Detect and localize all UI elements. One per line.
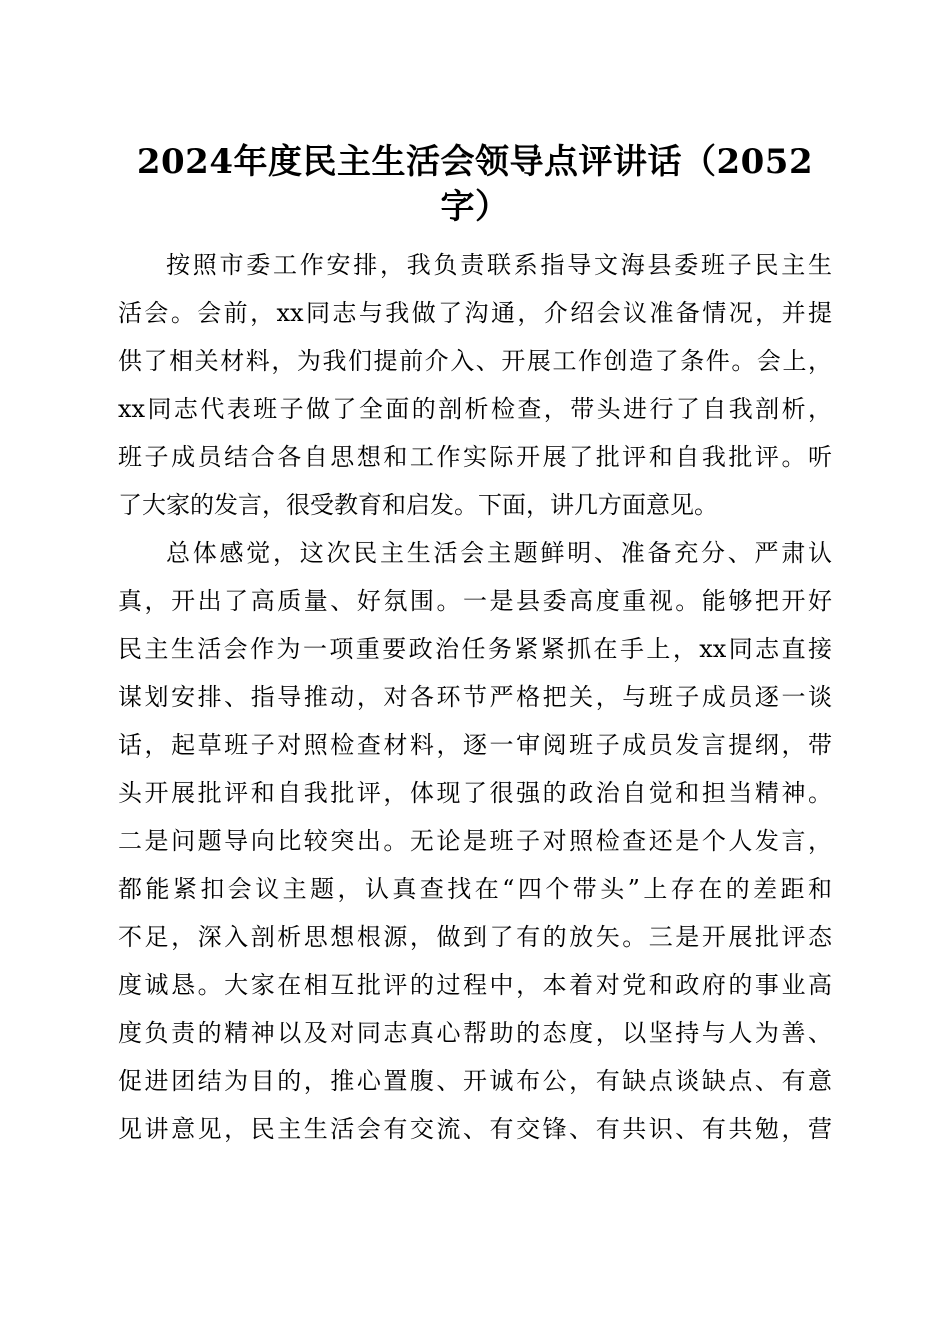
paragraph-line: 见讲意见，民主生活会有交流、有交锋、有共识、有共勉，营 <box>118 1115 832 1143</box>
title-line-1: 2024年度民主生活会领导点评讲话（2052 <box>136 142 814 182</box>
paragraph-line: 度负责的精神以及对同志真心帮助的态度，以坚持与人为善、 <box>118 1019 832 1047</box>
paragraph-line: 话，起草班子对照检查材料，逐一审阅班子成员发言提纲，带 <box>118 731 832 759</box>
paragraph-line: xx同志代表班子做了全面的剖析检查，带头进行了自我剖析， <box>118 395 832 423</box>
paragraph-line: 真，开出了高质量、好氛围。一是县委高度重视。能够把开好 <box>118 587 832 615</box>
paragraph-line: 都能紧扣会议主题，认真查找在“四个带头”上存在的差距和 <box>118 875 832 903</box>
paragraph-line: 总体感觉，这次民主生活会主题鲜明、准备充分、严肃认 <box>166 539 832 567</box>
paragraph-2 <box>118 529 832 1153</box>
document-body <box>118 241 832 1153</box>
document-title <box>118 140 832 230</box>
title-line-2: 字） <box>440 187 510 227</box>
paragraph-line: 班子成员结合各自思想和工作实际开展了批评和自我批评。听 <box>118 443 832 471</box>
paragraph-line: 不足，深入剖析思想根源，做到了有的放矢。三是开展批评态 <box>118 923 832 951</box>
paragraph-line: 了大家的发言，很受教育和启发。下面，讲几方面意见。 <box>118 491 718 519</box>
paragraph-line: 按照市委工作安排，我负责联系指导文海县委班子民主生 <box>166 251 832 279</box>
paragraph-line: 度诚恳。大家在相互批评的过程中，本着对党和政府的事业高 <box>118 971 832 999</box>
paragraph-line: 谋划安排、指导推动，对各环节严格把关，与班子成员逐一谈 <box>118 683 832 711</box>
paragraph-line: 供了相关材料，为我们提前介入、开展工作创造了条件。会上， <box>118 347 832 375</box>
paragraph-line: 活会。会前，xx同志与我做了沟通，介绍会议准备情况，并提 <box>118 299 832 327</box>
paragraph-line: 民主生活会作为一项重要政治任务紧紧抓在手上，xx同志直接 <box>118 635 832 663</box>
paragraph-line: 促进团结为目的，推心置腹、开诚布公，有缺点谈缺点、有意 <box>118 1067 832 1095</box>
paragraph-1 <box>118 241 832 529</box>
paragraph-line: 头开展批评和自我批评，体现了很强的政治自觉和担当精神。 <box>118 779 832 807</box>
paragraph-line: 二是问题导向比较突出。无论是班子对照检查还是个人发言， <box>118 827 832 855</box>
